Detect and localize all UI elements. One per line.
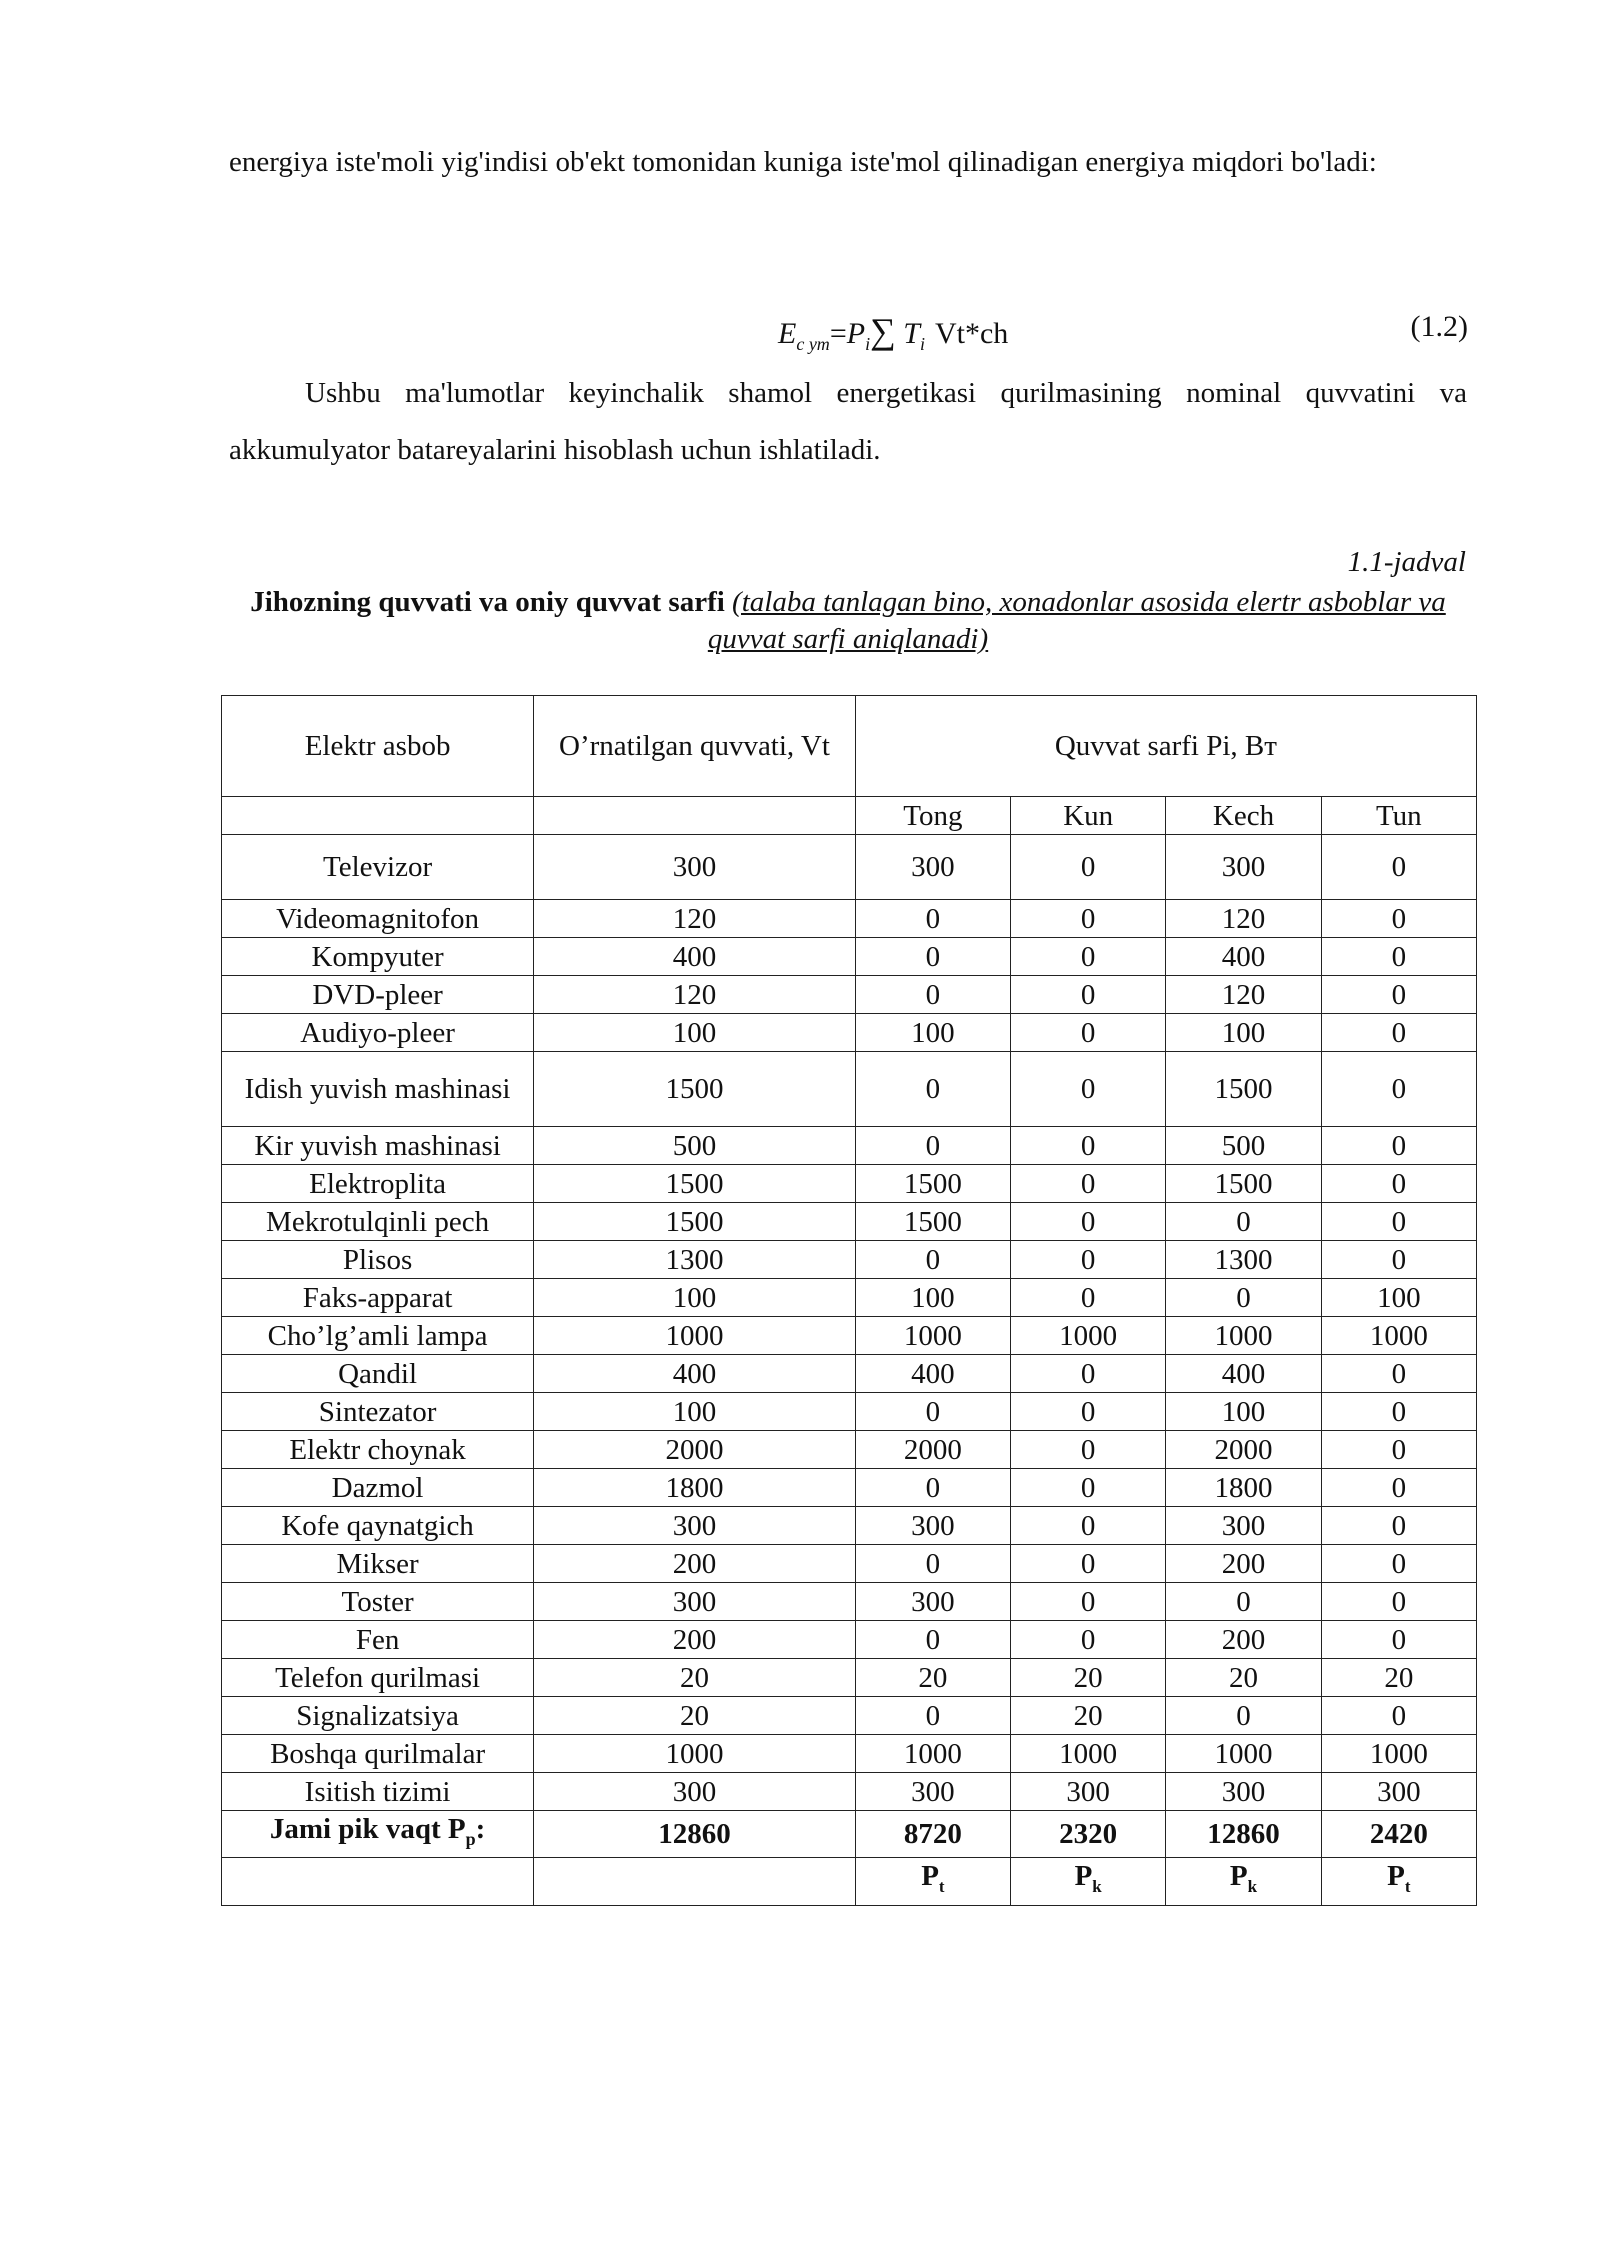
night-power: 0: [1321, 1052, 1476, 1127]
evening-power: 120: [1166, 900, 1321, 938]
night-power: 0: [1321, 900, 1476, 938]
installed-power: 200: [534, 1545, 856, 1583]
header-installed: O’rnatilgan quvvati, Vt: [534, 696, 856, 797]
morning-power: 1000: [855, 1317, 1010, 1355]
day-power: 0: [1011, 835, 1166, 900]
table-row: [222, 1355, 1477, 1393]
device-name: DVD-pleer: [222, 976, 534, 1014]
day-power: 1000: [1011, 1317, 1166, 1355]
evening-power: 1500: [1166, 1165, 1321, 1203]
night-power: 0: [1321, 1431, 1476, 1469]
formula-sum-symbol: ∑: [870, 311, 896, 351]
installed-power: 100: [534, 1393, 856, 1431]
installed-power: 500: [534, 1127, 856, 1165]
table-row: [222, 900, 1477, 938]
device-name: Boshqa qurilmalar: [222, 1735, 534, 1773]
morning-power: 0: [855, 1241, 1010, 1279]
table-row: [222, 1052, 1477, 1127]
day-power: 0: [1011, 1545, 1166, 1583]
device-name: Mikser: [222, 1545, 534, 1583]
evening-power: 0: [1166, 1279, 1321, 1317]
device-name: Sintezator: [222, 1393, 534, 1431]
day-power: 0: [1011, 1469, 1166, 1507]
evening-power: 500: [1166, 1127, 1321, 1165]
table-symbol-row: [222, 1857, 1477, 1905]
installed-power: 20: [534, 1659, 856, 1697]
night-power: 20: [1321, 1659, 1476, 1697]
table-row: [222, 1431, 1477, 1469]
morning-power: 0: [855, 976, 1010, 1014]
installed-power: 300: [534, 1507, 856, 1545]
formula-1-2: [0, 302, 1600, 352]
device-name: Elektr choynak: [222, 1431, 534, 1469]
installed-power: 100: [534, 1279, 856, 1317]
table-row: [222, 1127, 1477, 1165]
period-night: Tun: [1321, 797, 1476, 835]
symbol-sub: t: [938, 1876, 945, 1896]
device-name: Mekrotulqinli pech: [222, 1203, 534, 1241]
table-row: [222, 1165, 1477, 1203]
day-power: 0: [1011, 1014, 1166, 1052]
evening-power: 400: [1166, 1355, 1321, 1393]
installed-power: 400: [534, 1355, 856, 1393]
table-row: [222, 1279, 1477, 1317]
day-power: 0: [1011, 1241, 1166, 1279]
total-value: 12860: [534, 1811, 856, 1858]
device-name: Fen: [222, 1621, 534, 1659]
table-row: [222, 938, 1477, 976]
installed-power: 300: [534, 1773, 856, 1811]
evening-power: 200: [1166, 1545, 1321, 1583]
installed-power: 120: [534, 900, 856, 938]
morning-power: 0: [855, 1393, 1010, 1431]
day-power: 0: [1011, 1052, 1166, 1127]
installed-power: 1300: [534, 1241, 856, 1279]
symbol-base: P: [1229, 1859, 1248, 1892]
day-power: 0: [1011, 1355, 1166, 1393]
intro-paragraph: energiya iste'moli yig'indisi ob'ekt tomonidan kuniga iste'mol qilinadigan energiya miqdori bo'ladi:: [229, 146, 1377, 178]
device-name: Televizor: [222, 835, 534, 900]
device-name: Idish yuvish mashinasi: [222, 1052, 534, 1127]
night-power: 100: [1321, 1279, 1476, 1317]
evening-power: 0: [1166, 1583, 1321, 1621]
formula-p-sub: i: [865, 334, 871, 354]
total-label: [222, 1811, 534, 1858]
night-power: 0: [1321, 938, 1476, 976]
header-device: Elektr asbob: [222, 696, 534, 797]
device-name: Isitish tizimi: [222, 1773, 534, 1811]
formula-e-sub: c ym: [796, 334, 830, 354]
installed-power: 120: [534, 976, 856, 1014]
symbol-sub: k: [1247, 1876, 1258, 1896]
device-name: Toster: [222, 1583, 534, 1621]
table-row: [222, 1583, 1477, 1621]
table-total-row: [222, 1811, 1477, 1858]
morning-power: 1500: [855, 1165, 1010, 1203]
period-symbol: [1011, 1857, 1166, 1905]
formula-expression: [778, 310, 1008, 355]
table-row: [222, 976, 1477, 1014]
formula-number: (1.2): [1410, 310, 1468, 343]
morning-power: 0: [855, 900, 1010, 938]
day-power: 0: [1011, 1203, 1166, 1241]
night-power: 0: [1321, 1127, 1476, 1165]
night-power: 0: [1321, 1241, 1476, 1279]
evening-power: 20: [1166, 1659, 1321, 1697]
night-power: 1000: [1321, 1735, 1476, 1773]
installed-power: 1000: [534, 1317, 856, 1355]
day-power: 0: [1011, 938, 1166, 976]
period-blank-1: [222, 797, 534, 835]
table-row: [222, 1241, 1477, 1279]
night-power: 0: [1321, 1697, 1476, 1735]
night-power: 0: [1321, 1014, 1476, 1052]
symbol-sub: k: [1092, 1876, 1102, 1896]
device-name: Dazmol: [222, 1469, 534, 1507]
morning-power: 300: [855, 1773, 1010, 1811]
day-power: 0: [1011, 1279, 1166, 1317]
total-label-text: Jami pik vaqt P: [269, 1813, 466, 1845]
night-power: 0: [1321, 1393, 1476, 1431]
evening-power: 300: [1166, 835, 1321, 900]
night-power: 0: [1321, 1583, 1476, 1621]
morning-power: 1000: [855, 1735, 1010, 1773]
device-name: Telefon qurilmasi: [222, 1659, 534, 1697]
formula-t: T: [903, 317, 920, 350]
day-power: 20: [1011, 1659, 1166, 1697]
table-row: [222, 1317, 1477, 1355]
day-power: 1000: [1011, 1735, 1166, 1773]
evening-power: 200: [1166, 1621, 1321, 1659]
evening-power: 2000: [1166, 1431, 1321, 1469]
total-label-sub: p: [465, 1828, 476, 1849]
device-name: Signalizatsiya: [222, 1697, 534, 1735]
installed-power: 20: [534, 1697, 856, 1735]
night-power: 0: [1321, 1507, 1476, 1545]
morning-power: 100: [855, 1014, 1010, 1052]
device-name: Elektroplita: [222, 1165, 534, 1203]
evening-power: 400: [1166, 938, 1321, 976]
total-value: 2420: [1321, 1811, 1476, 1858]
day-power: 0: [1011, 1431, 1166, 1469]
night-power: 0: [1321, 1355, 1476, 1393]
evening-power: 1000: [1166, 1317, 1321, 1355]
installed-power: 1500: [534, 1165, 856, 1203]
morning-power: 1500: [855, 1203, 1010, 1241]
table-row: [222, 1203, 1477, 1241]
day-power: 0: [1011, 1165, 1166, 1203]
installed-power: 2000: [534, 1431, 856, 1469]
table-row: [222, 1545, 1477, 1583]
table-row: [222, 1014, 1477, 1052]
device-name: Qandil: [222, 1355, 534, 1393]
morning-power: 0: [855, 1545, 1010, 1583]
evening-power: 1800: [1166, 1469, 1321, 1507]
day-power: 0: [1011, 1127, 1166, 1165]
morning-power: 0: [855, 938, 1010, 976]
morning-power: 2000: [855, 1431, 1010, 1469]
table-row: [222, 1469, 1477, 1507]
night-power: 1000: [1321, 1317, 1476, 1355]
morning-power: 20: [855, 1659, 1010, 1697]
period-blank-2: [534, 797, 856, 835]
period-symbol: [1321, 1857, 1476, 1905]
evening-power: 300: [1166, 1773, 1321, 1811]
total-value: 2320: [1011, 1811, 1166, 1858]
night-power: 0: [1321, 1545, 1476, 1583]
explanation-paragraph: Ushbu ma'lumotlar keyinchalik shamol energetikasi qurilmasining nominal quvvatini va akkumulyator batareyalarini hisoblash uchun ishlatiladi.: [229, 377, 1467, 466]
night-power: 0: [1321, 1203, 1476, 1241]
day-power: 300: [1011, 1773, 1166, 1811]
installed-power: 400: [534, 938, 856, 976]
night-power: 0: [1321, 976, 1476, 1014]
total-value: 8720: [855, 1811, 1010, 1858]
formula-equals: =: [829, 317, 847, 350]
formula-t-sub: i: [919, 334, 925, 354]
evening-power: 120: [1166, 976, 1321, 1014]
symbol-blank: [222, 1857, 534, 1905]
table-row: [222, 1659, 1477, 1697]
table-title: [229, 584, 1467, 658]
formula-unit: Vt*ch: [934, 317, 1009, 350]
table-row: [222, 1507, 1477, 1545]
evening-power: 100: [1166, 1393, 1321, 1431]
morning-power: 0: [855, 1697, 1010, 1735]
device-name: Kir yuvish mashinasi: [222, 1127, 534, 1165]
table-row: [222, 1735, 1477, 1773]
total-label-colon: :: [475, 1813, 486, 1845]
table-period-row: [222, 797, 1477, 835]
device-name: Kompyuter: [222, 938, 534, 976]
morning-power: 100: [855, 1279, 1010, 1317]
installed-power: 1500: [534, 1052, 856, 1127]
device-name: Videomagnitofon: [222, 900, 534, 938]
device-name: Audiyo-pleer: [222, 1014, 534, 1052]
day-power: 0: [1011, 1583, 1166, 1621]
period-evening: Kech: [1166, 797, 1321, 835]
device-name: Kofe qaynatgich: [222, 1507, 534, 1545]
morning-power: 400: [855, 1355, 1010, 1393]
installed-power: 1800: [534, 1469, 856, 1507]
header-consumption: Quvvat sarfi Pi, Вт: [855, 696, 1476, 797]
table-title-main: Jihozning quvvati va oniy quvvat sarfi: [250, 586, 725, 618]
day-power: 0: [1011, 1621, 1166, 1659]
period-symbol: [1166, 1857, 1321, 1905]
symbol-sub: t: [1404, 1876, 1411, 1896]
evening-power: 300: [1166, 1507, 1321, 1545]
period-morning: Tong: [855, 797, 1010, 835]
installed-power: 100: [534, 1014, 856, 1052]
evening-power: 0: [1166, 1697, 1321, 1735]
symbol-base: P: [921, 1859, 939, 1892]
night-power: 0: [1321, 1469, 1476, 1507]
formula-e: E: [778, 317, 797, 350]
night-power: 0: [1321, 1165, 1476, 1203]
evening-power: 0: [1166, 1203, 1321, 1241]
morning-power: 300: [855, 835, 1010, 900]
period-symbol: [855, 1857, 1010, 1905]
evening-power: 1300: [1166, 1241, 1321, 1279]
device-name: Plisos: [222, 1241, 534, 1279]
installed-power: 300: [534, 835, 856, 900]
morning-power: 0: [855, 1621, 1010, 1659]
installed-power: 300: [534, 1583, 856, 1621]
day-power: 20: [1011, 1697, 1166, 1735]
symbol-base: P: [1074, 1859, 1093, 1892]
morning-power: 0: [855, 1127, 1010, 1165]
table-number: 1.1-jadval: [1347, 546, 1466, 578]
symbol-blank: [534, 1857, 856, 1905]
total-value: 12860: [1166, 1811, 1321, 1858]
evening-power: 1500: [1166, 1052, 1321, 1127]
table-row: [222, 835, 1477, 900]
period-day: Kun: [1011, 797, 1166, 835]
table-row: [222, 1393, 1477, 1431]
day-power: 0: [1011, 1507, 1166, 1545]
installed-power: 1000: [534, 1735, 856, 1773]
installed-power: 1500: [534, 1203, 856, 1241]
day-power: 0: [1011, 1393, 1166, 1431]
table-row: [222, 1621, 1477, 1659]
day-power: 0: [1011, 900, 1166, 938]
morning-power: 0: [855, 1052, 1010, 1127]
table-row: [222, 1773, 1477, 1811]
night-power: 0: [1321, 1621, 1476, 1659]
evening-power: 1000: [1166, 1735, 1321, 1773]
evening-power: 100: [1166, 1014, 1321, 1052]
power-table: [221, 695, 1477, 1906]
table-header-row: [222, 696, 1477, 797]
device-name: Cho’lg’amli lampa: [222, 1317, 534, 1355]
table-title-note: (talaba tanlagan bino, xonadonlar asosida elertr asboblar va quvvat sarfi aniqlanadi): [707, 586, 1446, 655]
symbol-base: P: [1387, 1859, 1405, 1892]
night-power: 300: [1321, 1773, 1476, 1811]
formula-p: P: [846, 317, 866, 350]
day-power: 0: [1011, 976, 1166, 1014]
morning-power: 300: [855, 1583, 1010, 1621]
morning-power: 300: [855, 1507, 1010, 1545]
table-row: [222, 1697, 1477, 1735]
device-name: Faks-apparat: [222, 1279, 534, 1317]
installed-power: 200: [534, 1621, 856, 1659]
night-power: 0: [1321, 835, 1476, 900]
morning-power: 0: [855, 1469, 1010, 1507]
